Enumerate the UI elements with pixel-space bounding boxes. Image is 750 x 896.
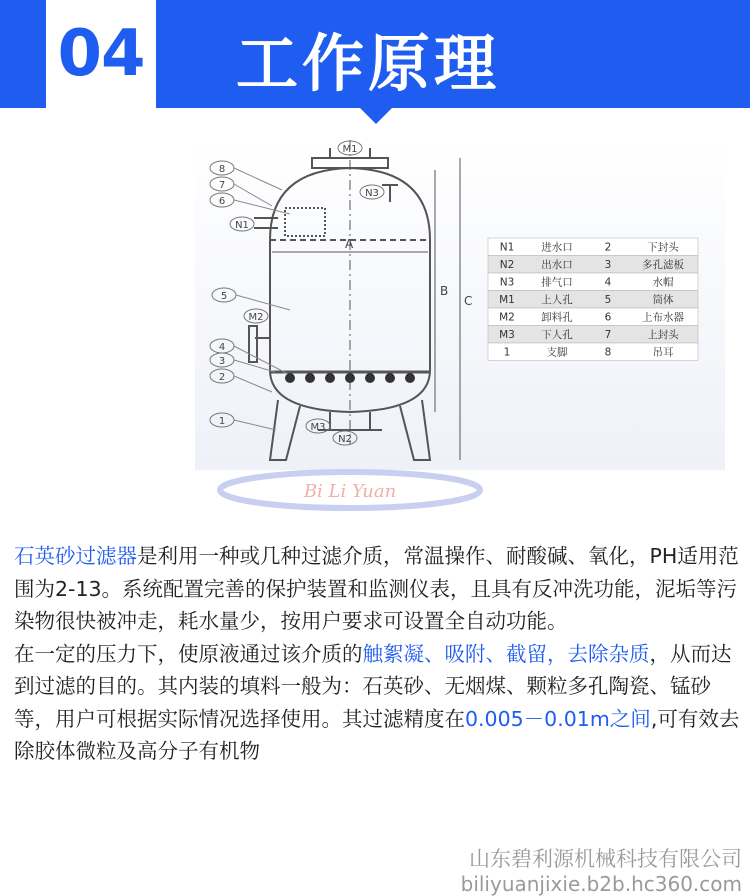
dim-b-label: B — [440, 284, 449, 298]
legend-cell: 进水口 — [541, 241, 573, 254]
legend-cell: 水帽 — [652, 276, 674, 289]
header-left-block — [0, 0, 46, 108]
description-p2-part2: ，从而达到过滤的目的。其内装的填料一般为：石英砂、无烟煤、颗粒多孔陶瓷、锰砂等，用户可根据实际情况选择使用。其过滤精度在 — [14, 641, 732, 731]
water-cap — [325, 373, 335, 383]
water-cap — [405, 373, 415, 383]
legend-cell: 5 — [604, 294, 612, 306]
legend-cell: 下人孔 — [541, 329, 573, 341]
legend-cell: 1 — [503, 346, 511, 359]
legend-cell: 吊耳 — [652, 346, 674, 359]
legend-cell: N1 — [499, 241, 515, 254]
header-arrow-indicator — [358, 106, 394, 124]
callout-6: 6 — [218, 196, 226, 207]
legend-cell: 6 — [604, 311, 612, 324]
legend-cell: 支脚 — [546, 346, 568, 359]
m3-callout: M3 — [310, 422, 326, 433]
legend-cell: 7 — [604, 329, 612, 341]
watermark-text: Bi Li Yuan — [303, 481, 397, 502]
legend-cell: 筒体 — [652, 294, 674, 306]
legend-cell: 出水口 — [541, 259, 573, 271]
description-p1-text: 是利用一种或几种过滤介质，常温操作、耐酸碱、氧化，PH适用范围为2-13。系统配置完善的保护装置和监测仪表，且具有反冲洗功能，泥垢等污染物很快被冲走，耗水量少，按用户要求可设置全自动功能。 — [14, 544, 739, 633]
water-cap — [365, 373, 375, 383]
description-p2-part1: 在一定的压力下，使原液通过该介质的 — [14, 641, 363, 666]
legend-cell: 2 — [604, 241, 612, 254]
n3-callout: N3 — [365, 188, 379, 199]
legend-cell: 排气口 — [541, 276, 573, 289]
legend-cell: M2 — [499, 311, 515, 324]
legend-cell: 下封头 — [647, 241, 679, 254]
water-cap — [285, 373, 295, 383]
legend-cell: 上人孔 — [541, 294, 573, 306]
callout-3: 3 — [218, 356, 226, 367]
legend-cell: 8 — [604, 346, 612, 359]
legend-cell: 上封头 — [647, 329, 679, 341]
legend-cell: N2 — [499, 259, 515, 271]
callout-8: 8 — [218, 164, 226, 175]
section-number: 04 — [46, 0, 156, 108]
water-cap — [345, 373, 355, 383]
legend-cell: 卸料孔 — [541, 311, 573, 324]
description-paragraph-1 — [14, 540, 744, 638]
footer — [461, 846, 742, 896]
company-url: biliyuanjixie.b2b.hc360.com — [460, 872, 742, 896]
section-title: 工作原理 — [236, 27, 501, 100]
callout-m2: M2 — [248, 312, 264, 323]
callout-4: 4 — [218, 342, 226, 353]
company-name: 山东碧利源机械科技有限公司 — [469, 847, 742, 871]
legend-cell: 3 — [604, 259, 612, 271]
callout-n1: N1 — [235, 220, 249, 231]
product-name-highlight: 石英砂过滤器 — [14, 544, 137, 568]
legend-table — [488, 238, 698, 361]
description-p2-part3: ,可有效去除胶体微粒及高分子有机物 — [14, 706, 740, 763]
callout-2: 2 — [218, 372, 226, 383]
legend-cell: 4 — [604, 276, 612, 289]
legend-cell: M3 — [499, 329, 515, 341]
dim-a-label: A — [345, 237, 354, 251]
description-paragraph-2 — [14, 638, 744, 768]
legend-cell: N3 — [499, 276, 515, 289]
legend-cell: 多孔滤板 — [642, 259, 684, 271]
m1-callout: M1 — [342, 144, 358, 155]
legend-cell: 上布水器 — [642, 311, 684, 324]
dim-c-label: C — [464, 294, 473, 308]
callout-7: 7 — [218, 180, 226, 191]
callout-1: 1 — [218, 416, 226, 427]
filter-tank-diagram — [0, 130, 750, 520]
precision-highlight: 0.005－0.01m之间 — [465, 706, 651, 731]
legend-cell: M1 — [499, 294, 515, 306]
callout-5: 5 — [220, 291, 228, 302]
water-cap — [305, 373, 315, 383]
n2-callout: N2 — [338, 434, 352, 445]
description-text — [14, 540, 744, 768]
mechanism-highlight: 触絮凝、吸附、截留，去除杂质 — [362, 641, 650, 666]
water-cap — [385, 373, 395, 383]
